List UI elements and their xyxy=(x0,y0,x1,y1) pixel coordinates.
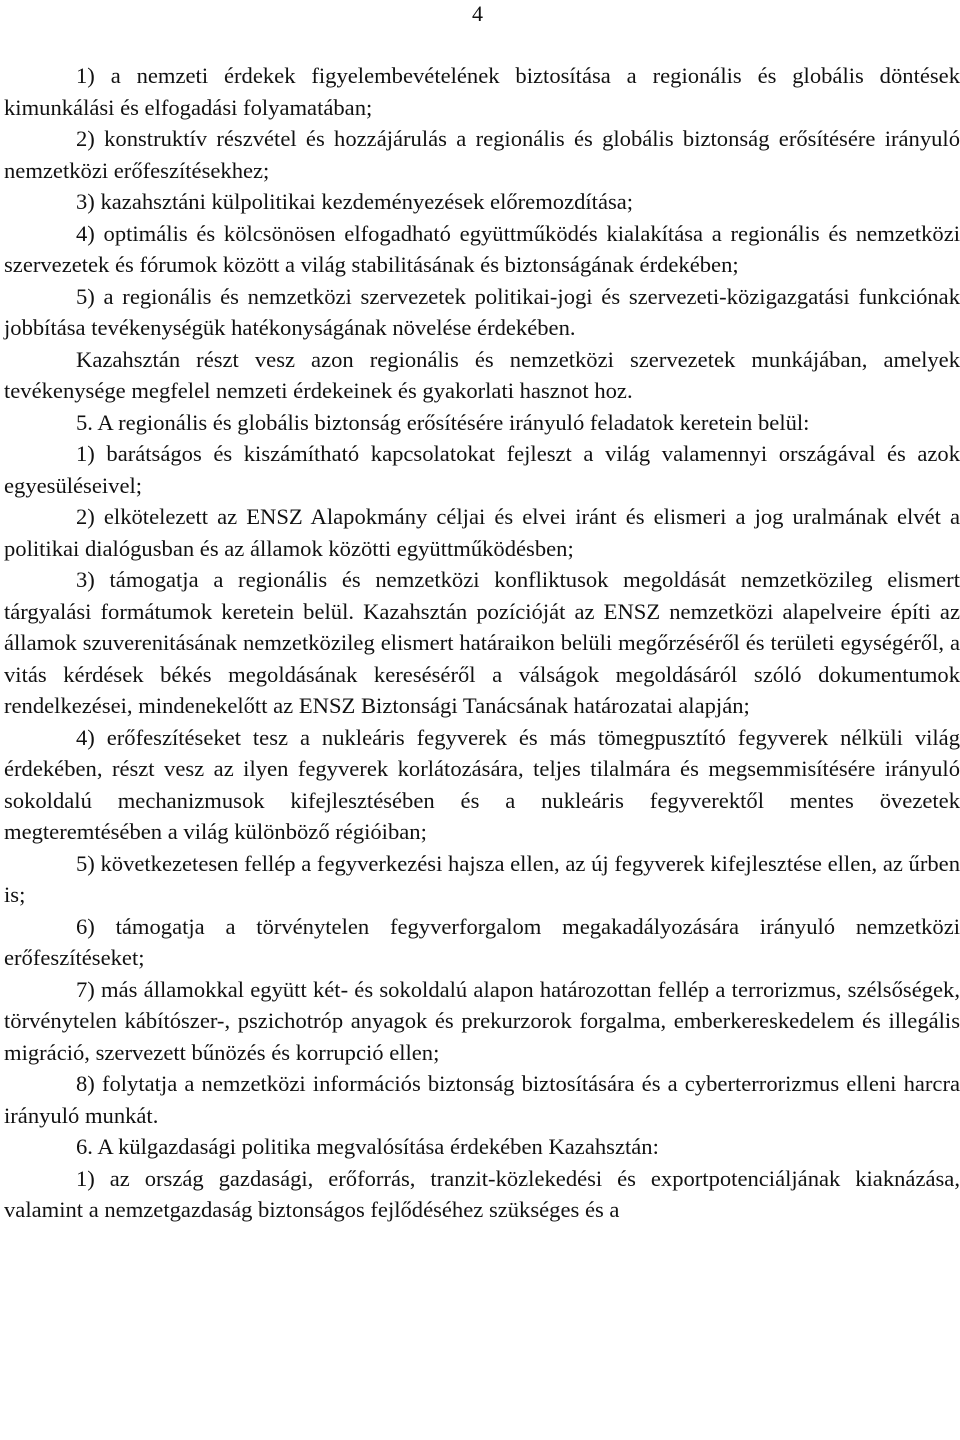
paragraph-s5-item-5: 5) következetesen fellép a fegyverkezési hajsza ellen, az új fegyverek kifejlesztése ellen, az űrben is; xyxy=(4,850,960,907)
paragraph-item-4: 4) optimális és kölcsönösen elfogadható együttműködés kialakítása a regionális és nemzetközi szervezetek és fórumok között a világ stabilitásának és biztonságának érdekében; xyxy=(4,220,960,277)
page-number: 4 xyxy=(472,1,483,26)
paragraph-s5-item-4: 4) erőfeszítéseket tesz a nukleáris fegyverek és más tömegpusztító fegyverek nélküli világ érdekében, részt vesz az ilyen fegyverek korlátozására, teljes tilalmára és megsemmisítésére irányuló sokoldalú mechanizmusok kifejlesztésében és a nukleáris fegyverektől mentes övezetek megteremtésében a világ különböző régióiban; xyxy=(4,724,960,844)
paragraph-s5-item-6: 6) támogatja a törvénytelen fegyverforgalom megakadályozására irányuló nemzetközi erőfeszítéseket; xyxy=(4,913,960,970)
paragraph-s6-item-1: 1) az ország gazdasági, erőforrás, tranzit-közlekedési és exportpotenciáljának kiaknázása, valamint a nemzetgazdaság biztonságos fejlődéséhez szükséges és a xyxy=(4,1165,960,1222)
paragraph-s5-item-8: 8) folytatja a nemzetközi információs biztonság biztosítására és a cyberterrorizmus elleni harcra irányuló munkát. xyxy=(4,1071,960,1128)
paragraph-item-5: 5) a regionális és nemzetközi szervezetek politikai-jogi és szervezeti-közigazgatási funkciónak jobbítása tevékenységük hatékonyságának növelése érdekében. xyxy=(4,283,960,340)
paragraph-s5-item-1: 1) barátságos és kiszámítható kapcsolatokat fejleszt a világ valamennyi országával és azok egyesüléseivel; xyxy=(4,441,960,498)
paragraph-s5-item-7: 7) más államokkal együtt két- és sokoldalú alapon határozottan fellép a terrorizmus, szélsőségek, törvénytelen kábítószer-, pszichotróp anyagok és prekurzorok forgalma, emberkereskedelem és illegális migráció, szervezett bűnözés és korrupció ellen; xyxy=(4,976,960,1065)
document-body xyxy=(4,60,960,1226)
paragraph-s5-item-3: 3) támogatja a regionális és nemzetközi konfliktusok megoldását nemzetközileg elismert tárgyalási formátumok keretein belül. Kazahsztán pozícióját az ENSZ nemzetközi alapelveire építi az államok szuverenitásának nemzetközileg elismert határaikon belüli megőrzéséről és területi egységéről, a vitás kérdések békés megoldásának kereséséről a válságok megoldásáról szóló dokumentumok rendelkezései, mindenekelőtt az ENSZ Biztonsági Tanácsának határozatai alapján; xyxy=(4,567,960,718)
section-6-heading: 6. A külgazdasági politika megvalósítása érdekében Kazahsztán: xyxy=(76,1134,659,1159)
paragraph-kazakhstan-participation: Kazahsztán részt vesz azon regionális és nemzetközi szervezetek munkájában, amelyek tevékenysége megfelel nemzeti érdekeinek és gyakorlati hasznot hoz. xyxy=(4,346,960,403)
paragraph-s5-item-2: 2) elkötelezett az ENSZ Alapokmány céljai és elvei iránt és elismeri a jog uralmának elvét a politikai dialógusban és az államok közötti együttműködésben; xyxy=(4,504,960,561)
section-5-heading: 5. A regionális és globális biztonság erősítésére irányuló feladatok keretein belül: xyxy=(76,409,810,435)
paragraph-item-3: 3) kazahsztáni külpolitikai kezdeményezések előremozdítása; xyxy=(76,189,634,214)
paragraph-item-2: 2) konstruktív részvétel és hozzájárulás a regionális és globális biztonság erősítésére irányuló nemzetközi erőfeszítésekhez; xyxy=(4,126,960,183)
paragraph-item-1: 1) a nemzeti érdekek figyelembevételének biztosítása a regionális és globális döntések kimunkálási és elfogadási folyamatában; xyxy=(4,63,960,120)
